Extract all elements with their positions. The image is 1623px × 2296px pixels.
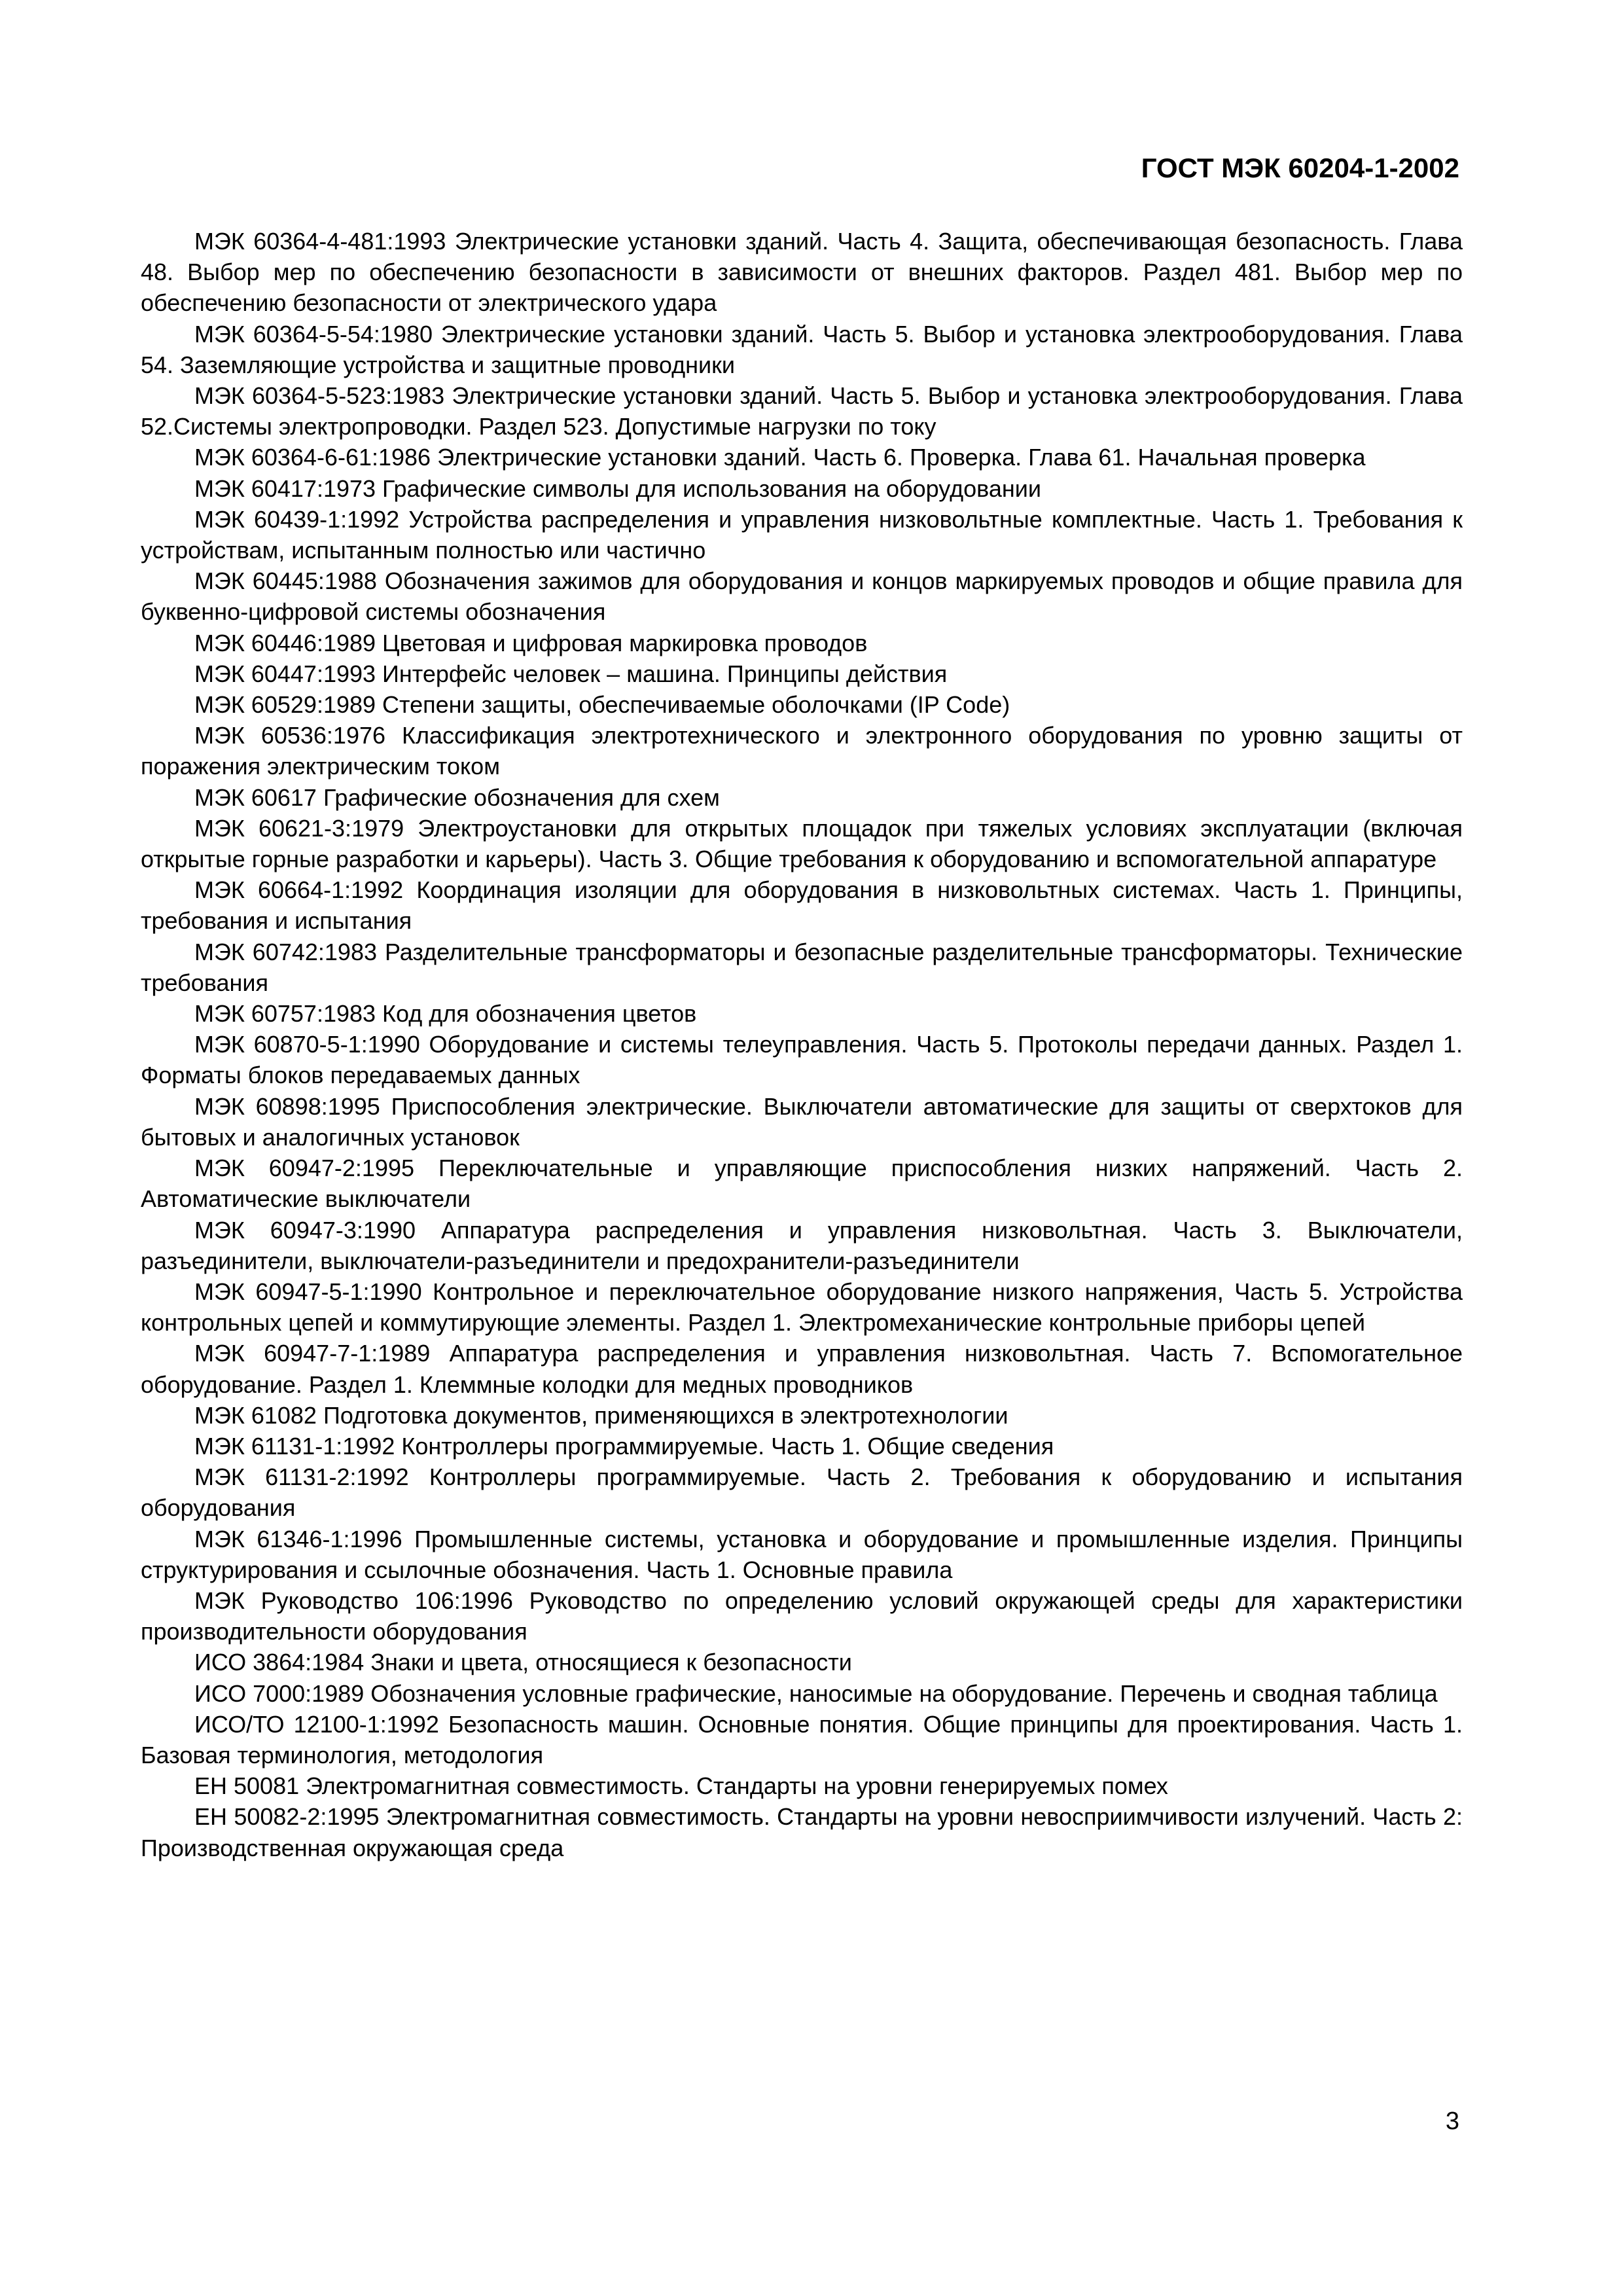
reference-item: МЭК 60664-1:1992 Координация изоляции для оборудования в низковольтных системах. Часть 1. Принципы, требования и испытания: [141, 876, 1463, 935]
reference-item: МЭК 60870-5-1:1990 Оборудование и системы телеуправления. Часть 5. Протоколы передачи данных. Раздел 1. Форматы блоков передаваемых данных: [141, 1031, 1463, 1089]
reference-item: МЭК 60446:1989 Цветовая и цифровая маркировка проводов: [194, 629, 868, 656]
reference-item: МЭК 60439-1:1992 Устройства распределения и управления низковольтные комплектные. Часть 1. Требования к устройствам, испытанным полностью или частично: [141, 505, 1463, 564]
reference-item: МЭК 60947-3:1990 Аппаратура распределения и управления низковольтная. Часть 3. Выключатели, разъединители, выключатели-разъединители и предохранители-разъединители: [141, 1216, 1463, 1274]
standard-code-header: ГОСТ МЭК 60204-1-2002: [1141, 152, 1459, 183]
reference-item: ИСО/ТО 12100-1:1992 Безопасность машин. Основные понятия. Общие принципы для проектирования. Часть 1. Базовая терминология, методология: [141, 1710, 1463, 1768]
reference-item: МЭК 61131-2:1992 Контроллеры программируемые. Часть 2. Требования к оборудованию и испытания оборудования: [141, 1463, 1463, 1522]
reference-item: МЭК 60536:1976 Классификация электротехнического и электронного оборудования по уровню защиты от поражения электрическим током: [141, 722, 1463, 780]
reference-item: ЕН 50082-2:1995 Электромагнитная совместимость. Стандарты на уровни невосприимчивости излучений. Часть 2: Производственная окружающая среда: [141, 1803, 1463, 1861]
reference-item: МЭК 60417:1973 Графические символы для использования на оборудовании: [194, 475, 1041, 502]
reference-item: МЭК 60445:1988 Обозначения зажимов для оборудования и концов маркируемых проводов и общие правила для буквенно-цифровой системы обозначения: [141, 567, 1463, 626]
reference-item: МЭК 60757:1983 Код для обозначения цветов: [194, 1000, 697, 1028]
reference-item: МЭК 60947-2:1995 Переключательные и управляющие приспособления низких напряжений. Часть 2. Автоматические выключатели: [141, 1155, 1463, 1213]
reference-item: МЭК 60621-3:1979 Электроустановки для открытых площадок при тяжелых условиях эксплуатации (включая открытые горные разработки и карьеры). Часть 3. Общие требования к оборудованию и вспомогательной аппаратуре: [141, 814, 1463, 873]
page-number: 3: [1445, 2108, 1459, 2135]
reference-item: МЭК 60947-5-1:1990 Контрольное и переключательное оборудование низкого напряжения, Часть 5. Устройства контрольных цепей и коммутирующие элементы. Раздел 1. Электромеханические контрольные приборы цепей: [141, 1278, 1463, 1336]
reference-item: МЭК 60447:1993 Интерфейс человек – машина. Принципы действия: [194, 660, 948, 687]
reference-item: МЭК 60364-5-523:1983 Электрические установки зданий. Часть 5. Выбор и установка электрооборудования. Глава 52.Системы электропроводки. Раздел 523. Допустимые нагрузки по току: [141, 382, 1463, 440]
reference-item: МЭК 60742:1983 Разделительные трансформаторы и безопасные разделительные трансформаторы. Технические требования: [141, 938, 1463, 996]
reference-item: МЭК 60529:1989 Степени защиты, обеспечиваемые оболочками (IP Code): [194, 691, 1010, 719]
normative-references-list: [141, 226, 1463, 1863]
reference-item: МЭК Руководство 106:1996 Руководство по определению условий окружающей среды для характеристики производительности оборудования: [141, 1587, 1463, 1645]
reference-item: ИСО 3864:1984 Знаки и цвета, относящиеся к безопасности: [194, 1649, 852, 1676]
reference-item: МЭК 60947-7-1:1989 Аппаратура распределения и управления низковольтная. Часть 7. Вспомогательное оборудование. Раздел 1. Клеммные колодки для медных проводников: [141, 1340, 1463, 1398]
reference-item: МЭК 61082 Подготовка документов, применяющихся в электротехнологии: [194, 1401, 1008, 1429]
reference-item: МЭК 61346-1:1996 Промышленные системы, установка и оборудование и промышленные изделия. Принципы структурирования и ссылочные обозначения. Часть 1. Основные правила: [141, 1525, 1463, 1583]
reference-item: МЭК 61131-1:1992 Контроллеры программируемые. Часть 1. Общие сведения: [194, 1432, 1054, 1460]
reference-item: ИСО 7000:1989 Обозначения условные графические, наносимые на оборудование. Перечень и сводная таблица: [194, 1679, 1438, 1707]
reference-item: МЭК 60364-4-481:1993 Электрические установки зданий. Часть 4. Защита, обеспечивающая безопасность. Глава 48. Выбор мер по обеспечению безопасности в зависимости от внешних факторов. Раздел 481. Выбор мер по обеспечению безопасности от электрического удара: [141, 228, 1463, 317]
reference-item: МЭК 60617 Графические обозначения для схем: [194, 783, 720, 811]
reference-item: МЭК 60364-5-54:1980 Электрические установки зданий. Часть 5. Выбор и установка электрооборудования. Глава 54. Заземляющие устройства и защитные проводники: [141, 320, 1463, 378]
reference-item: МЭК 60364-6-61:1986 Электрические установки зданий. Часть 6. Проверка. Глава 61. Начальная проверка: [194, 444, 1366, 471]
reference-item: МЭК 60898:1995 Приспособления электрические. Выключатели автоматические для защиты от сверхтоков для бытовых и аналогичных установок: [141, 1092, 1463, 1151]
reference-item: ЕН 50081 Электромагнитная совместимость. Стандарты на уровни генерируемых помех: [194, 1772, 1168, 1800]
